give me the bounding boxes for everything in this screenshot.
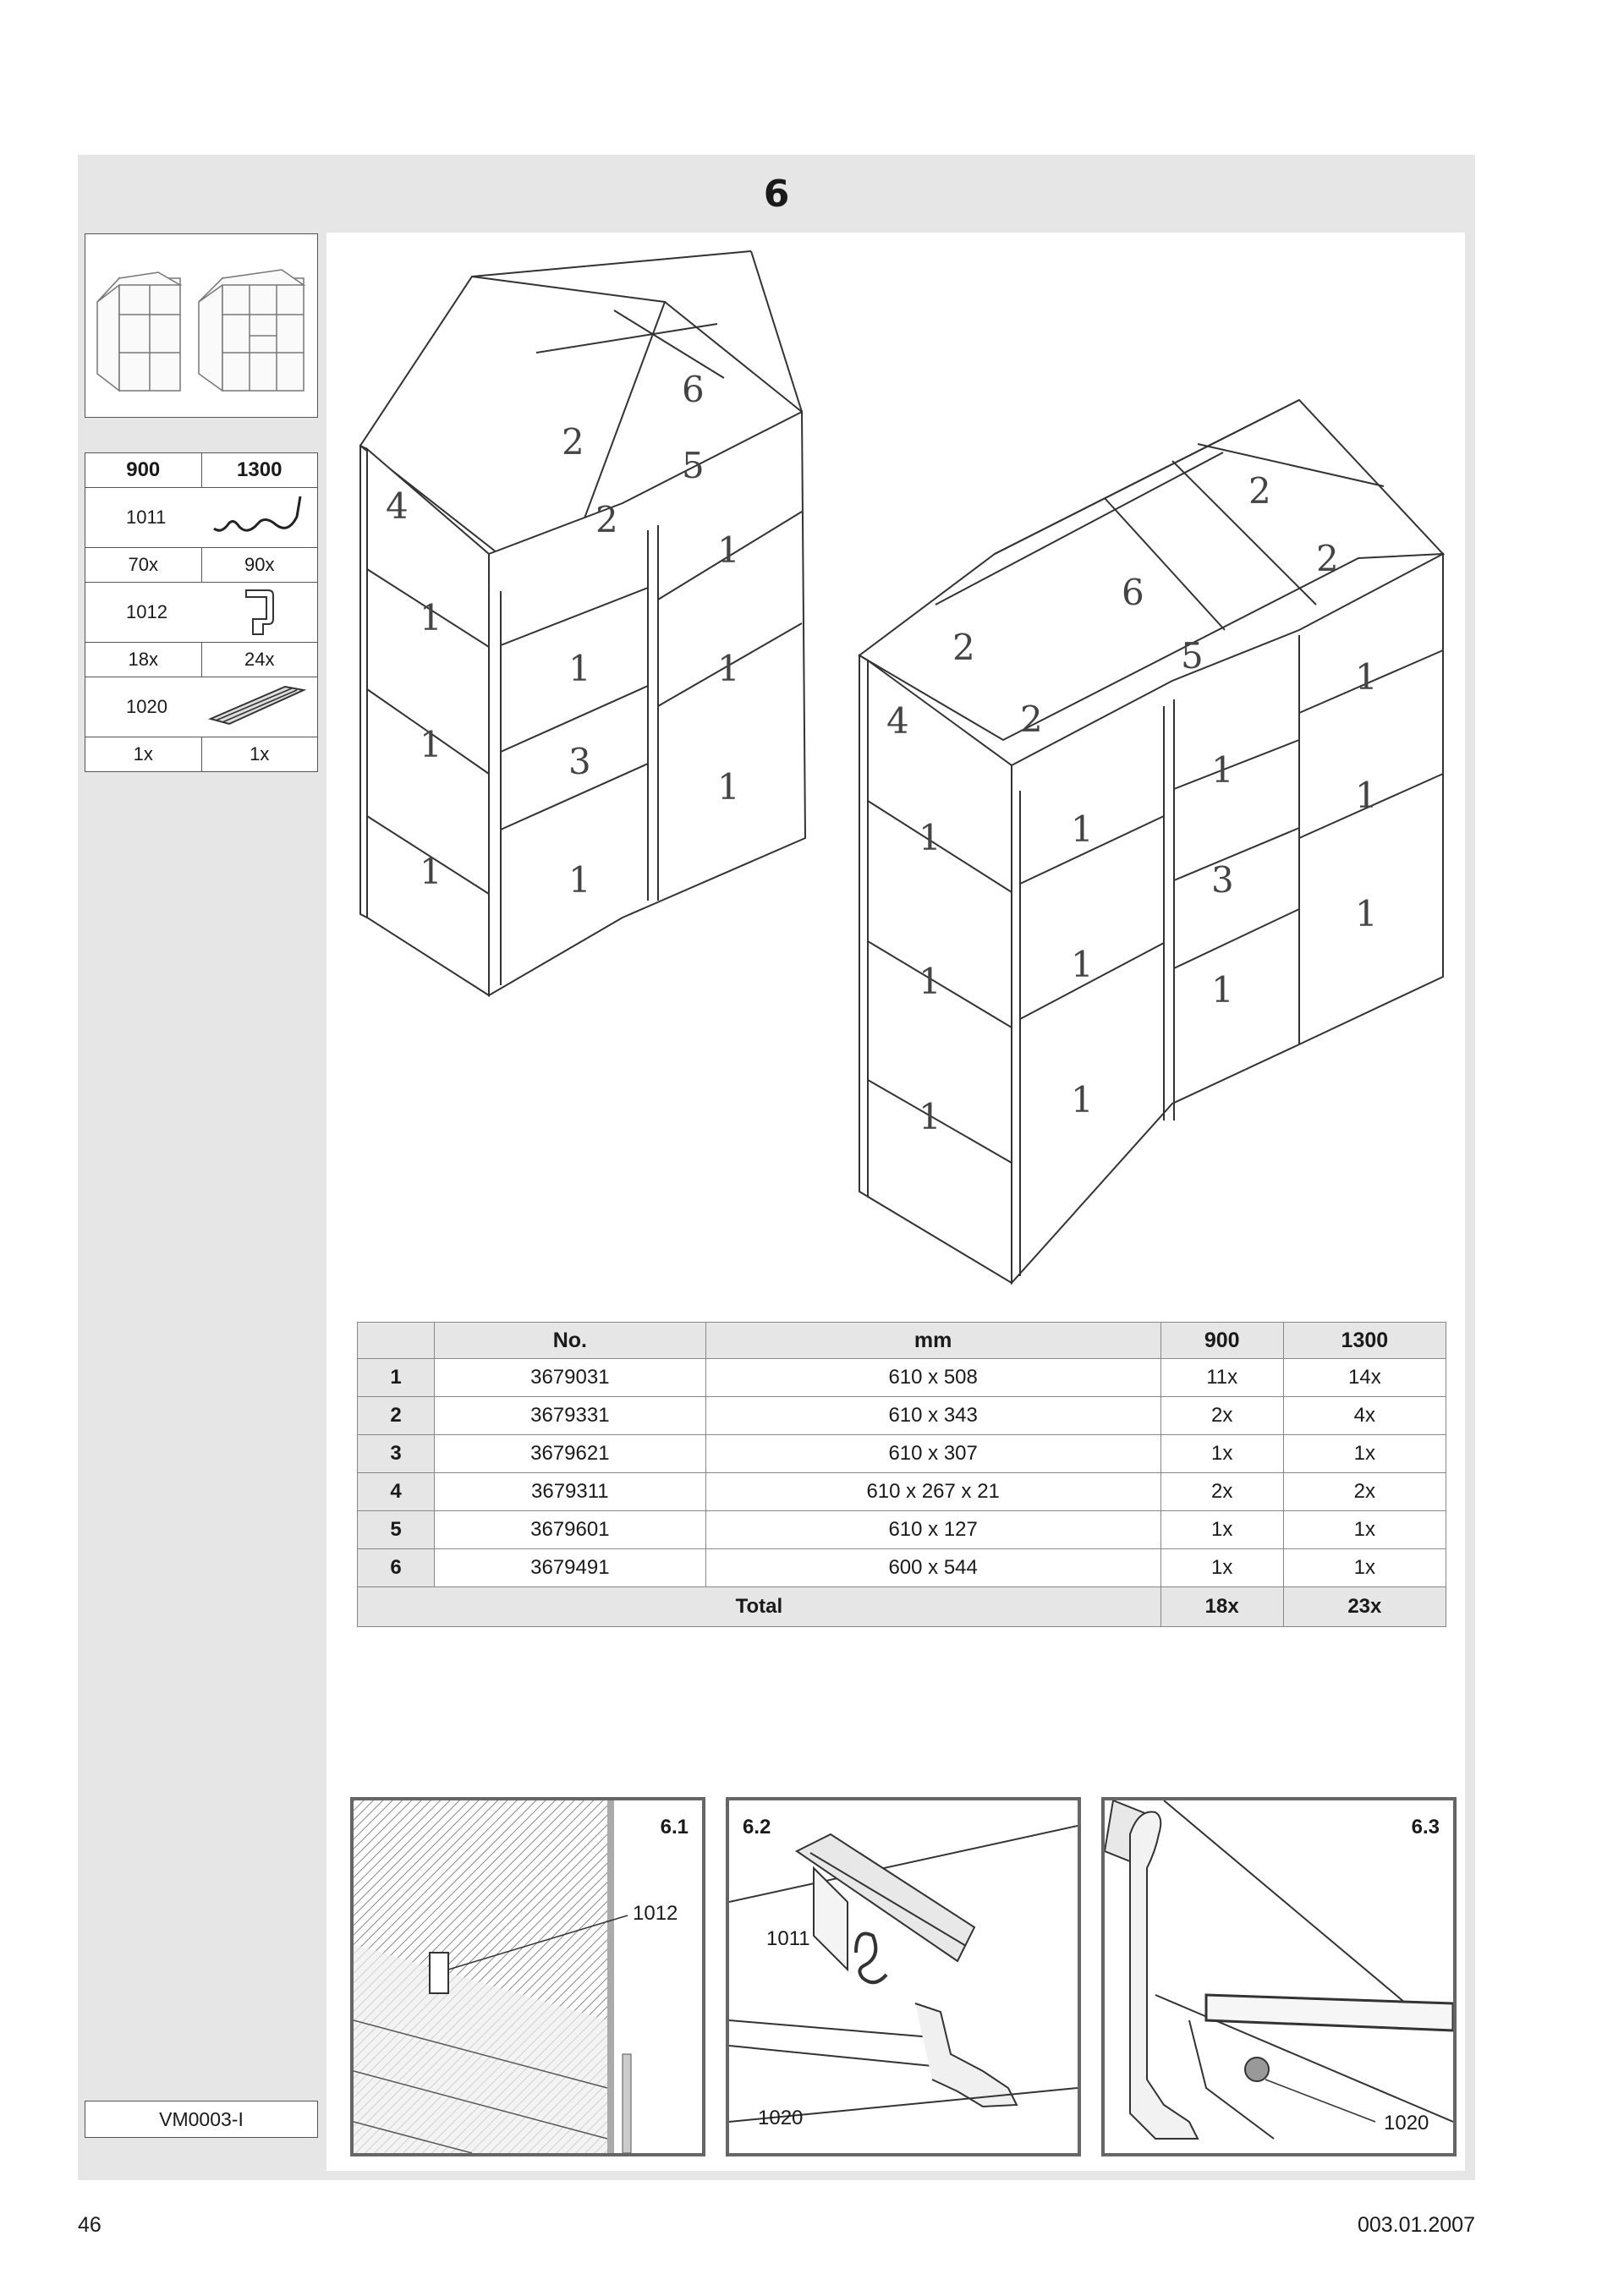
small-front-label: 1 (717, 766, 740, 808)
parts-sidebar-table (85, 452, 318, 772)
document-date: 003.01.2007 (1357, 2213, 1475, 2237)
table-header-mm: mm (705, 1323, 1160, 1359)
table-header-index (358, 1323, 435, 1359)
table-row (358, 1359, 1446, 1397)
small-end-label: 4 (386, 485, 409, 527)
row-qty-1300: 1x (1283, 1549, 1446, 1587)
row-qty-1300: 14x (1283, 1359, 1446, 1397)
large-front-label: 1 (1355, 775, 1378, 816)
row-part-no: 3679031 (435, 1359, 706, 1397)
part-code: 1011 (126, 507, 167, 528)
small-front-label: 1 (420, 597, 442, 638)
callout-1020: 1020 (1384, 2112, 1429, 2134)
parts-header-1300: 1300 (201, 453, 318, 488)
panel-parts-table (357, 1322, 1446, 1627)
row-size: 610 x 267 x 21 (705, 1473, 1160, 1511)
detail-6-3 (1101, 1797, 1457, 2156)
table-header-900: 900 (1160, 1323, 1283, 1359)
step-header (78, 155, 1475, 233)
row-part-no: 3679491 (435, 1549, 706, 1587)
row-index: 3 (358, 1435, 435, 1473)
parts-header-900: 900 (85, 453, 202, 488)
part-qty-1300: 90x (201, 548, 318, 583)
small-front-label: 1 (420, 851, 442, 892)
row-size: 610 x 343 (705, 1397, 1160, 1435)
greenhouse-thumbnail-icon (85, 234, 316, 416)
large-roof-label: 5 (1181, 635, 1204, 677)
table-row (358, 1397, 1446, 1435)
small-roof-label: 2 (562, 421, 584, 463)
part-row-1011 (85, 488, 318, 548)
small-front-label: 1 (420, 724, 442, 765)
total-qty-900: 18x (1160, 1587, 1283, 1627)
row-index: 4 (358, 1473, 435, 1511)
row-qty-1300: 4x (1283, 1397, 1446, 1435)
part-code: 1012 (126, 601, 167, 622)
row-qty-900: 1x (1160, 1511, 1283, 1549)
row-size: 610 x 127 (705, 1511, 1160, 1549)
large-front-label: 1 (1355, 893, 1378, 934)
small-front-label: 3 (568, 741, 591, 782)
detail-6-1 (350, 1797, 705, 2156)
row-qty-900: 2x (1160, 1473, 1283, 1511)
callout-1020: 1020 (758, 2107, 804, 2129)
detail-label: 6.1 (660, 1816, 689, 1838)
greenhouse-assembly-diagram (326, 233, 1465, 1290)
small-front-label: 1 (717, 529, 740, 571)
total-qty-1300: 23x (1283, 1587, 1446, 1627)
large-end-label: 4 (886, 700, 909, 742)
part-qty-1300: 24x (201, 643, 318, 677)
row-index: 5 (358, 1511, 435, 1549)
large-roof-label: 2 (1316, 538, 1339, 579)
table-header-no: No. (435, 1323, 706, 1359)
rail-profile-icon (204, 682, 314, 732)
large-front-label: 1 (919, 1096, 941, 1137)
large-front-label: 1 (1355, 656, 1378, 698)
row-part-no: 3679601 (435, 1511, 706, 1549)
detail-label: 6.2 (743, 1816, 771, 1838)
callout-1011: 1011 (766, 1927, 810, 1950)
part-qty-1300: 1x (201, 737, 318, 772)
row-size: 610 x 508 (705, 1359, 1160, 1397)
small-roof-label: 5 (682, 445, 705, 486)
table-row (358, 1549, 1446, 1587)
large-front-label: 3 (1211, 859, 1234, 901)
part-row-1012 (85, 583, 318, 643)
row-size: 600 x 544 (705, 1549, 1160, 1587)
row-size: 610 x 307 (705, 1435, 1160, 1473)
table-row (358, 1473, 1446, 1511)
part-qty-900: 18x (85, 643, 202, 677)
row-qty-1300: 1x (1283, 1511, 1446, 1549)
small-front-label: 1 (717, 648, 740, 689)
row-qty-900: 2x (1160, 1397, 1283, 1435)
large-front-label: 1 (1211, 969, 1234, 1011)
small-front-label: 1 (568, 648, 591, 689)
small-front-label: 1 (568, 859, 591, 901)
part-qty-900: 1x (85, 737, 202, 772)
total-label: Total (358, 1587, 1161, 1627)
large-front-label: 1 (1071, 808, 1094, 850)
large-front-label: 1 (919, 817, 941, 858)
row-qty-900: 11x (1160, 1359, 1283, 1397)
model-thumbnail (85, 233, 318, 418)
row-qty-1300: 2x (1283, 1473, 1446, 1511)
panel-clip-icon (234, 585, 285, 639)
small-roof-label: 2 (595, 499, 618, 540)
large-front-label: 1 (1211, 749, 1234, 791)
row-part-no: 3679331 (435, 1397, 706, 1435)
callout-1012: 1012 (633, 1902, 678, 1925)
table-header-1300: 1300 (1283, 1323, 1446, 1359)
row-qty-1300: 1x (1283, 1435, 1446, 1473)
large-roof-label: 2 (1248, 470, 1271, 512)
detail-6-2-drawing (729, 1800, 1078, 2153)
row-part-no: 3679621 (435, 1435, 706, 1473)
small-roof-label: 6 (682, 369, 705, 410)
part-row-1020 (85, 677, 318, 737)
part-code: 1020 (126, 696, 167, 717)
row-index: 1 (358, 1359, 435, 1397)
large-roof-label: 2 (1020, 699, 1043, 740)
large-front-label: 1 (1071, 1079, 1094, 1121)
table-row (358, 1435, 1446, 1473)
wire-clip-icon (209, 491, 310, 542)
large-greenhouse-drawing (859, 400, 1443, 1283)
table-row (358, 1511, 1446, 1549)
detail-6-3-drawing (1105, 1800, 1453, 2153)
detail-6-1-drawing (354, 1800, 702, 2153)
table-total-row (358, 1587, 1446, 1627)
part-qty-900: 70x (85, 548, 202, 583)
page-number: 46 (78, 2213, 102, 2237)
step-number: 6 (763, 172, 790, 216)
row-qty-900: 1x (1160, 1549, 1283, 1587)
row-part-no: 3679311 (435, 1473, 706, 1511)
large-front-label: 1 (1071, 944, 1094, 985)
row-qty-900: 1x (1160, 1435, 1283, 1473)
row-index: 2 (358, 1397, 435, 1435)
model-reference: VM0003-I (85, 2101, 318, 2138)
row-index: 6 (358, 1549, 435, 1587)
large-roof-label: 2 (952, 627, 975, 668)
detail-6-2 (726, 1797, 1081, 2156)
large-front-label: 1 (919, 961, 941, 1002)
detail-label: 6.3 (1411, 1816, 1440, 1838)
large-roof-label: 6 (1122, 572, 1144, 613)
